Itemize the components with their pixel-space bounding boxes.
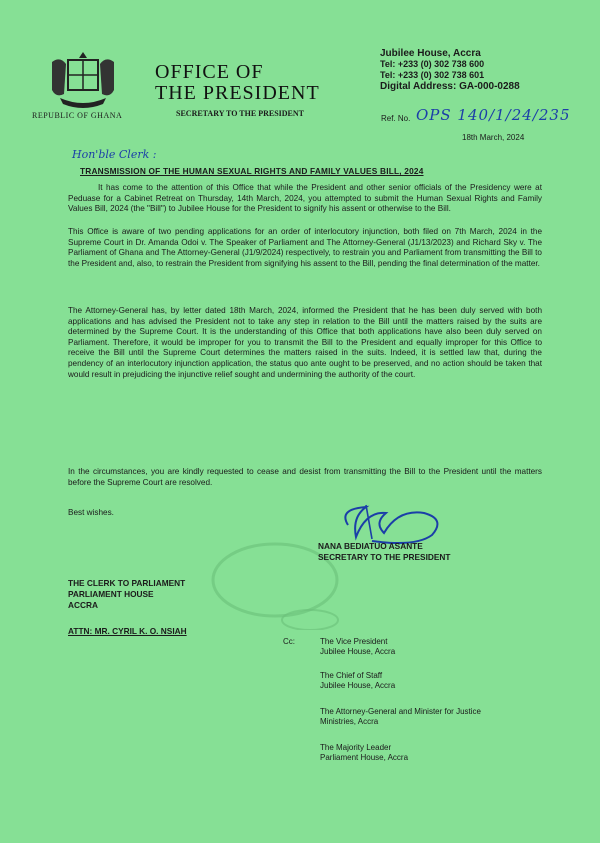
cc-title: The Majority Leader (320, 743, 392, 752)
paragraph-1: It has come to the attention of this Office that while the President and other senior officials of the Presidency were at Peduase for a Cabinet Retreat on Thursday, 14th March, 2024, you attempted to submit the Human Sexual Rights and Family Values Bill, 2024 (the "Bill") to Jubilee House for the President to signify his assent or otherwise to the Bill. (68, 183, 542, 214)
secretary-subtitle: SECRETARY TO THE PRESIDENT (176, 109, 304, 118)
paragraph-4: In the circumstances, you are kindly requested to cease and desist from transmitting the Bill to the President until the matters before the Supreme Court are resolved. (68, 467, 542, 487)
cc-place: Jubilee House, Accra (320, 647, 396, 656)
paragraph-2: This Office is aware of two pending applications for an order of interlocutory injunction, both filed on 7th March, 2024 in the Supreme Court in Dr. Amanda Odoi v. The Speaker of Parliament and The Attorney-General (J1/13/2023) and Richard Sky v. The Parliament of Ghana and The Attorney-General (J1/9/2024) respectively, to restrain you and Parliament from transmitting the Bill to the President and, also, to restrain the President from signifying his assent to the Bill, pending the final determination of the matter. (68, 227, 542, 268)
recipient-block (68, 578, 185, 611)
cc-item (320, 707, 481, 727)
recipient-line-2: PARLIAMENT HOUSE (68, 589, 154, 599)
republic-label: REPUBLIC OF GHANA (32, 111, 123, 120)
office-title-line2: THE PRESIDENT (155, 82, 320, 104)
tel-line-1: Tel: +233 (0) 302 738 600 (380, 59, 485, 69)
letter-subject: TRANSMISSION OF THE HUMAN SEXUAL RIGHTS AND FAMILY VALUES BILL, 2024 (80, 166, 424, 176)
cc-label: Cc: (283, 637, 295, 646)
cc-title: The Chief of Staff (320, 671, 383, 680)
office-title-line1: OFFICE OF (155, 61, 264, 83)
cc-item (320, 637, 395, 657)
signer-name: NANA BEDIATUO ASANTE (318, 541, 423, 551)
ref-number-handwritten: OPS 140/1/24/235 (416, 106, 571, 124)
paragraph-3: The Attorney-General has, by letter dated 18th March, 2024, informed the President that he has been duly served with both applications and has advised the President not to take any step in relation to the Bill until the matters raised by the suits are determined by the Supreme Court. It is the understanding of this Office that both applications have also been duly served on Parliament. Therefore, it would be improper for you to transmit the Bill to the President and equally improper for this Office to receive the Bill until the Supreme Court determines the matters raised in the suits. Indeed, it is settled law that, during the pendency of an interlocutory injunction application, the status quo ante ought to be preserved, and no action should be taken that would result in prejudicing the injunctive relief sought and undermining the authority of the court. (68, 306, 542, 379)
signer-title: SECRETARY TO THE PRESIDENT (318, 552, 451, 562)
closing: Best wishes. (68, 508, 114, 517)
cc-place: Jubilee House, Accra (320, 681, 396, 690)
signer-block (318, 541, 450, 563)
cc-title: The Attorney-General and Minister for Justice (320, 707, 481, 716)
contact-block (380, 48, 520, 92)
cc-place: Parliament House, Accra (320, 753, 409, 762)
office-title (155, 62, 320, 104)
cc-item (320, 671, 395, 691)
cc-place: Ministries, Accra (320, 717, 379, 726)
cc-item (320, 743, 408, 763)
cc-title: The Vice President (320, 637, 388, 646)
recipient-line-1: THE CLERK TO PARLIAMENT (68, 578, 186, 588)
recipient-line-3: ACCRA (68, 600, 98, 610)
ghana-coat-of-arms-icon (46, 48, 120, 112)
tel-line-2: Tel: +233 (0) 302 738 601 (380, 70, 485, 80)
address-line: Jubilee House, Accra (380, 48, 481, 59)
attention-line: ATTN: MR. CYRIL K. O. NSIAH (68, 626, 187, 636)
ref-label: Ref. No. (381, 114, 411, 123)
digital-address: Digital Address: GA-000-0288 (380, 81, 520, 92)
salutation-handwritten: Hon'ble Clerk : (72, 148, 157, 161)
letter-date: 18th March, 2024 (462, 133, 525, 142)
